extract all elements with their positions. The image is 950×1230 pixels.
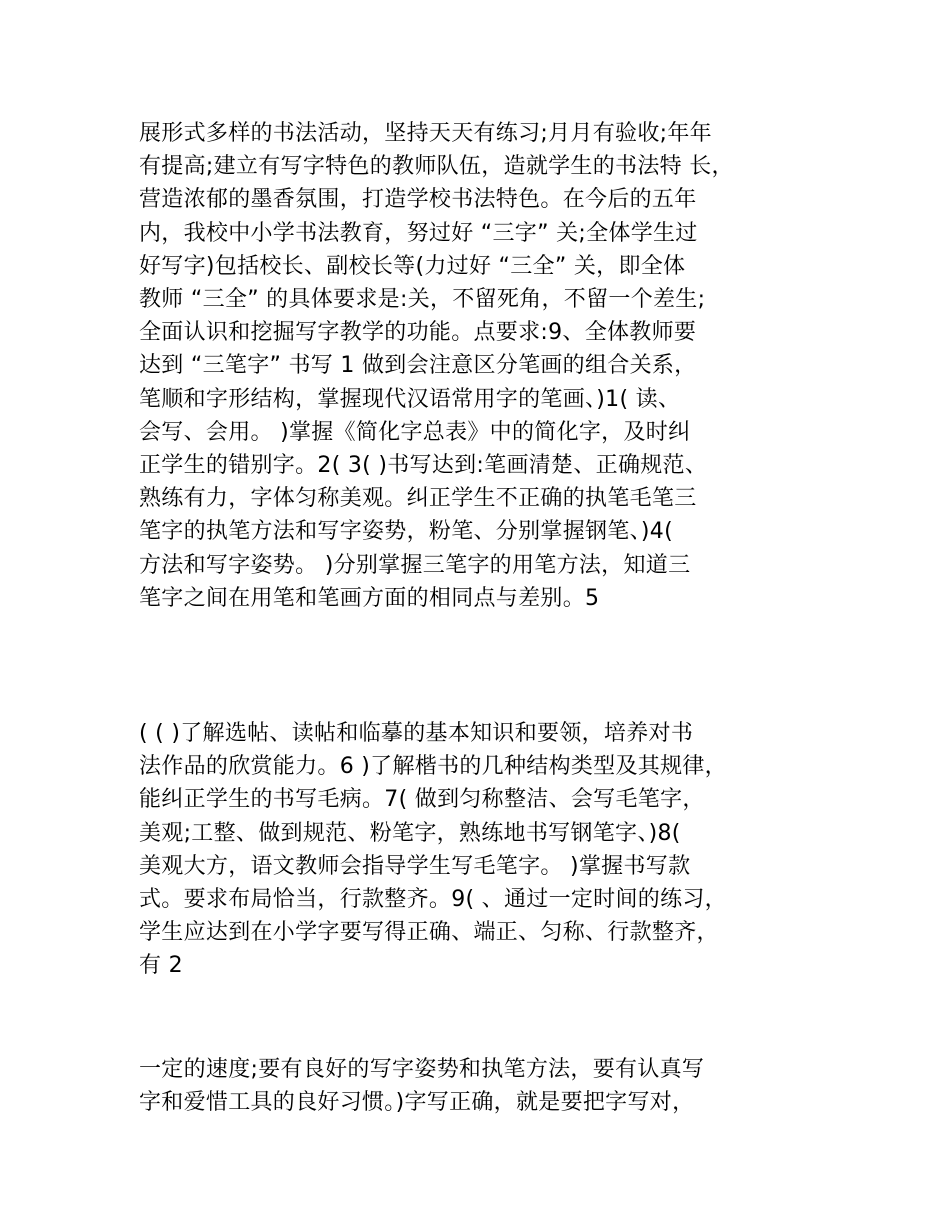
text-line: 学生应达到在小学字要写得正确、端正、匀称、行款整齐， [139,920,719,946]
text-line: 美观大方，语文教师会指导学生写毛笔字。 )掌握书写款 [139,853,691,879]
text-line: 字和爱惜工具的良好习惯。)字写正确，就是要把字写对， [139,1090,695,1116]
text-line: 达到 “三笔字” 书写 1 做到会注意区分笔画的组合关系， [139,353,697,379]
text-line: 展形式多样的书法活动，坚持天天有练习;月月有验收;年年 [139,121,712,146]
text-line: 熟练有力，字体匀称美观。纠正学生不正确的执笔毛笔三 [139,486,697,512]
text-line: 能纠正学生的书写毛病。7( 做到匀称整洁、会写毛笔字， [139,787,705,813]
text-line: 笔字之间在用笔和笔画方面的相同点与差别。5 [139,585,600,611]
text-line: 全面认识和挖掘写字教学的功能。点要求:9、全体教师要 [139,320,697,346]
text-line: 式。要求布局恰当，行款整齐。9( 、通过一定时间的练习， [139,887,727,913]
text-line: 好写字)包括校长、副校长等(力过好 “三全” 关，即全体 [139,253,686,279]
text-line: 内，我校中小学书法教育，努过好 “三字” 关;全体学生过 [139,220,698,246]
paragraph-3 [139,1053,839,1119]
text-line: 一定的速度;要有良好的写字姿势和执笔方法，要有认真写 [139,1057,705,1082]
text-line: 营造浓郁的墨香氛围，打造学校书法特色。在今后的五年 [139,187,697,213]
text-line: 方法和写字姿势。 )分别掌握三笔字的用笔方法，知道三 [139,552,691,578]
text-line: ( ( )了解选帖、读帖和临摹的基本知识和要领，培养对书 [139,721,694,746]
text-line: 法作品的欣赏能力。6 )了解楷书的几种结构类型及其规律， [139,754,727,780]
text-line: 美观;工整、做到规范、粉笔字，熟练地书写钢笔字、)8( [139,820,681,846]
paragraph-2 [139,717,839,983]
text-line: 会写、会用。 )掌握《简化字总表》中的简化字，及时纠 [139,419,691,445]
paragraph-1 [139,117,839,615]
text-line: 笔字的执笔方法和写字姿势，粉笔、分别掌握钢笔、)4( [139,519,673,545]
text-line: 教师 “三全” 的具体要求是:关，不留死角，不留一个差生; [139,287,706,313]
text-line: 笔顺和字形结构，掌握现代汉语常用字的笔画、)1( 读、 [139,386,681,412]
text-line: 正学生的错别字。2( 3( )书写达到:笔画清楚、正确规范、 [139,453,708,479]
text-line: 有提高;建立有写字特色的教师队伍，造就学生的书法特 长， [139,154,734,180]
text-line: 有 2 [139,953,183,979]
